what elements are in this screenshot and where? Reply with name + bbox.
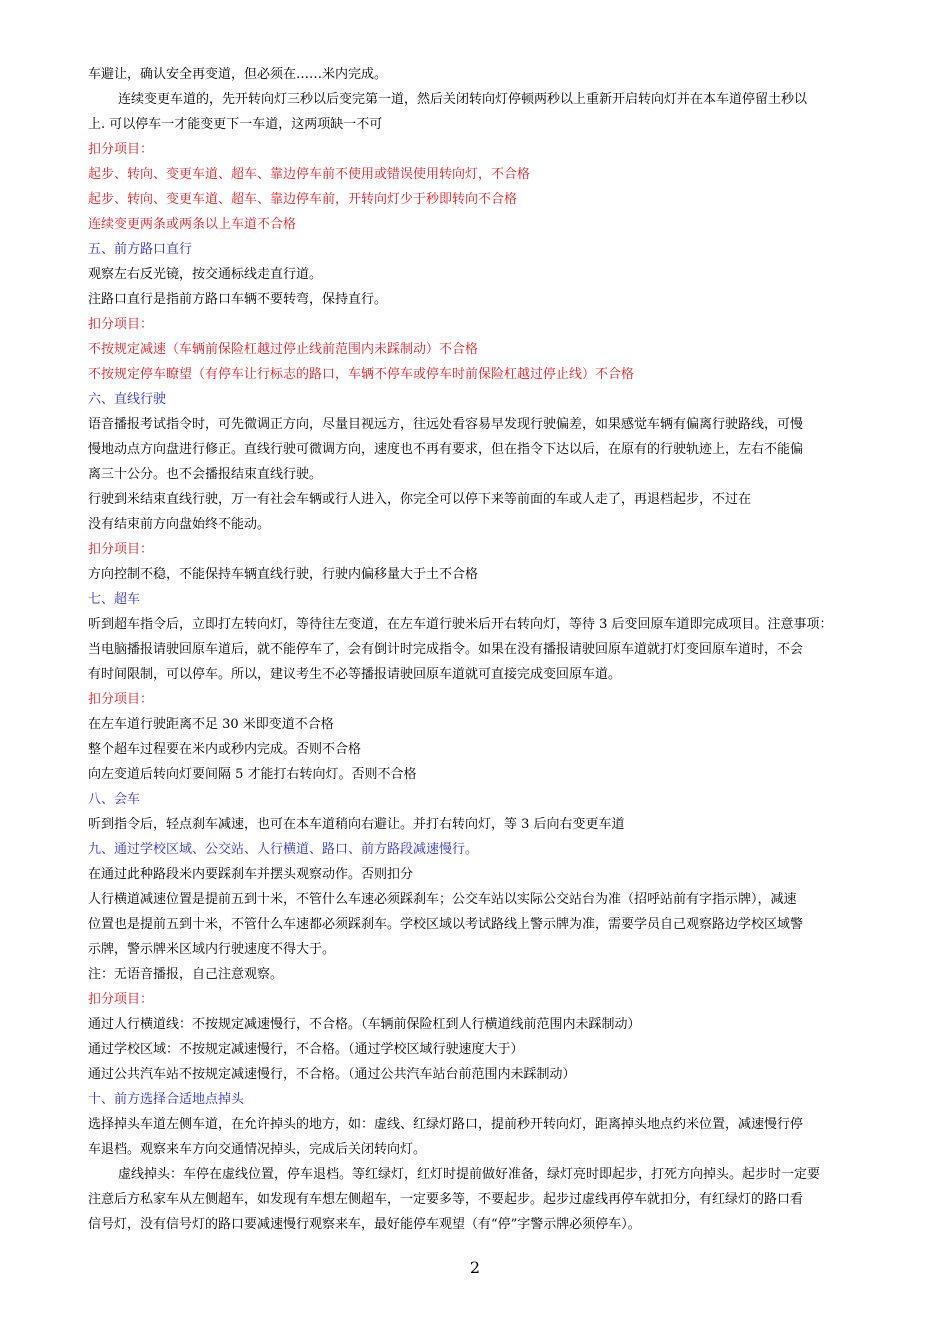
text-line: 离三十公分。也不会播报结束直线行驶。 — [88, 467, 323, 482]
page-number: 2 — [469, 1258, 481, 1277]
text-line: 车避让，确认安全再变道，但必须在……米内完成。 — [88, 67, 388, 82]
text-line: 通过公共汽车站不按规定减速慢行，不合格。（通过公共汽车站台前范围内未踩制动） — [88, 1067, 576, 1082]
text-line: 在左车道行驶距离不足 30 米即变道不合格 — [88, 717, 334, 732]
text-line: 注路口直行是指前方路口车辆不要转弯，保持直行。 — [88, 292, 388, 307]
text-line: 听到超车指令后，立即打左转向灯，等待往左变道，在左车道行驶米后开右转向灯，等待 3 后变回原车道即完成项目。注意事项： — [88, 617, 833, 632]
text-line: 位置也是提前五到十米，不管什么车速都必须踩刹车。学校区域以考试路线上警示牌为准，需要学员自己观察路边学校区域警 — [88, 917, 804, 932]
section-heading: 七、超车 — [88, 592, 141, 607]
section-heading: 十、前方选择合适地点掉头 — [88, 1092, 245, 1107]
penalty-line: 扣分项目： — [88, 692, 154, 707]
text-line: 选择掉头车道左侧车道，在允许掉头的地方，如：虚线、红绿灯路口，提前秒开转向灯，距离掉头地点约米位置，减速慢行停 — [88, 1117, 804, 1132]
text-line: 听到指令后，轻点刹车减速，也可在本车道稍向右避让。并打右转向灯，等 3 后向右变更车道 — [88, 817, 625, 832]
text-line: 虚线掉头：车停在虚线位置，停车退档。等红绿灯，红灯时提前做好准备，绿灯亮时即起步，打死方向掉头。起步时一定要 — [118, 1167, 821, 1182]
text-line: 观察左右反光镜，按交通标线走直行道。 — [88, 267, 323, 282]
penalty-line: 起步、转向、变更车道、超车、靠边停车前，开转向灯少于秒即转向不合格 — [88, 192, 518, 207]
text-line: 语音播报考试指令时，可先微调正方向，尽量目视远方，往远处看容易早发现行驶偏差，如果感觉车辆有偏离行驶路线，可慢 — [88, 417, 804, 432]
text-line: 在通过此种路段米内要踩刹车并摆头观察动作。否则扣分 — [88, 867, 414, 882]
section-heading: 八、会车 — [88, 792, 141, 807]
penalty-line: 不按规定停车瞭望（有停车让行标志的路口，车辆不停车或停车时前保险杠越过停止线）不合格 — [88, 367, 635, 382]
text-line: 有时间限制，可以停车。所以，建议考生不必等播报请驶回原车道就可直接完成变回原车道。 — [88, 667, 622, 682]
text-line: 没有结束前方向盘始终不能动。 — [88, 517, 271, 532]
penalty-line: 扣分项目： — [88, 542, 154, 557]
section-heading: 六、直线行驶 — [88, 392, 167, 407]
text-line: 当电脑播报请驶回原车道后，就不能停车了，会有倒计时完成指令。如果在没有播报请驶回原车道就打灯变回原车道时，不会 — [88, 642, 804, 657]
text-line: 人行横道减速位置是提前五到十米，不管什么车速必须踩刹车；公交车站以实际公交站台为准（招呼站前有字指示牌），减速 — [88, 892, 797, 907]
penalty-line: 扣分项目： — [88, 142, 154, 157]
text-line: 注：无语音播报，自己注意观察。 — [88, 967, 284, 982]
text-line: 通过学校区域：不按规定减速慢行，不合格。（通过学校区域行驶速度大于） — [88, 1042, 524, 1057]
penalty-line: 扣分项目： — [88, 317, 154, 332]
text-line: 连续变更车道的，先开转向灯三秒以后变完第一道，然后关闭转向灯停顿两秒以上重新开启转向灯并在本车道停留土秒以 — [118, 92, 808, 107]
text-line: 车退档。观察来车方向交通情况掉头，完成后关闭转向灯。 — [88, 1142, 427, 1157]
penalty-line: 起步、转向、变更车道、超车、靠边停车前不使用或错误使用转向灯，不合格 — [88, 167, 531, 182]
text-line: 上. 可以停车一才能变更下一车道，这两项缺一不可 — [88, 117, 383, 132]
section-heading: 九、通过学校区域、公交站、人行横道、路口、前方路段减速慢行。 — [88, 842, 479, 857]
text-line: 向左变道后转向灯要间隔 5 才能打右转向灯。否则不合格 — [88, 767, 417, 782]
text-line: 方向控制不稳，不能保持车辆直线行驶，行驶内偏移量大于土不合格 — [88, 567, 479, 582]
penalty-line: 连续变更两条或两条以上车道不合格 — [88, 217, 297, 232]
text-line: 行驶到米结束直线行驶，万一有社会车辆或行人进入，你完全可以停下来等前面的车或人走了，再退档起步，不过在 — [88, 492, 752, 507]
penalty-line: 不按规定减速（车辆前保险杠越过停止线前范围内未踩制动）不合格 — [88, 342, 479, 357]
penalty-line: 扣分项目： — [88, 992, 154, 1007]
text-line: 信号灯，没有信号灯的路口要减速慢行观察来车，最好能停车观望（有“停”字警示牌必须停车）。 — [88, 1217, 641, 1232]
text-line: 注意后方私家车从左侧超车，如发现有车想左侧超车，一定要多等，不要起步。起步过虚线再停车就扣分，有红绿灯的路口看 — [88, 1192, 804, 1207]
section-heading: 五、前方路口直行 — [88, 242, 193, 257]
text-line: 慢地动点方向盘进行修正。直线行驶可微调方向，速度也不再有要求，但在指令下达以后，在原有的行驶轨迹上，左右不能偏 — [88, 442, 804, 457]
text-line: 通过人行横道线：不按规定减速慢行，不合格。（车辆前保险杠到人行横道线前范围内未踩制动） — [88, 1017, 641, 1032]
text-line: 整个超车过程要在米内或秒内完成。否则不合格 — [88, 742, 362, 757]
text-line: 示牌，警示牌米区域内行驶速度不得大于。 — [88, 942, 336, 957]
